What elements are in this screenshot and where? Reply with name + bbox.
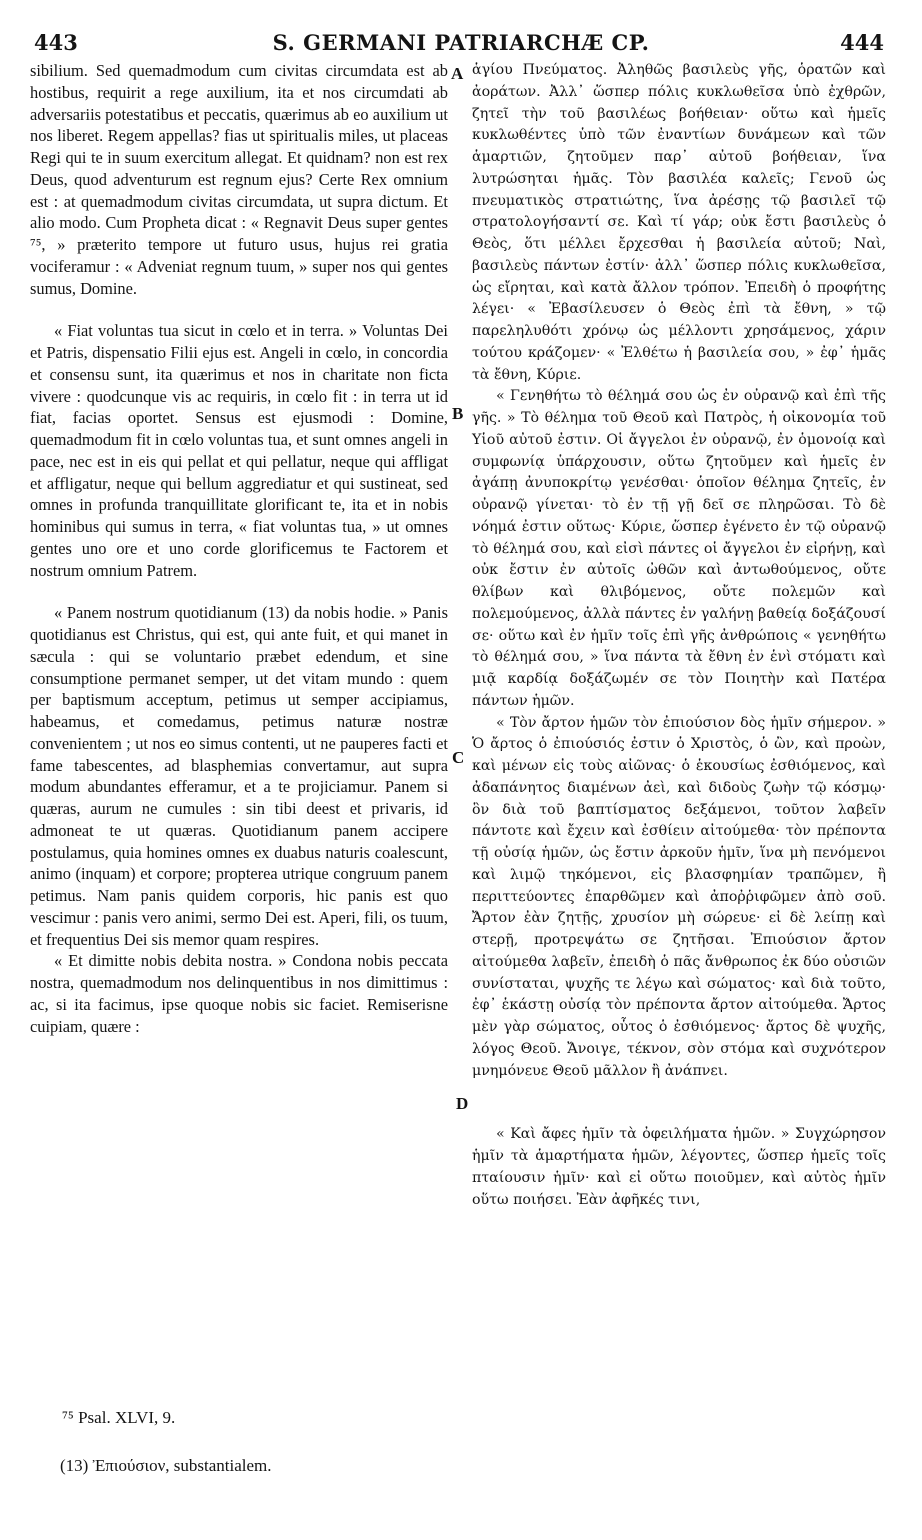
margin-letter-c: C bbox=[452, 748, 465, 767]
greek-paragraph-3: « Τὸν ἄρτον ἡμῶν τὸν ἐπιούσιον δὸς ἡμῖν σήμερον. » Ὁ ἄρτος ὁ ἐπιούσιός ἐστιν ὁ Χριστὸς, ὁ ὢν, καὶ προὼν, καὶ μένων εἰς τοὺς αἰῶνας· ὁ ἑκουσίως ἐσθιόμενος, καὶ ἀδαπάνητος διαμένων ἀεὶ, καὶ διδοὺς ζωὴν τῷ κόσμῳ· ὃν διὰ τοῦ βαπτίσματος δεξάμενοι, τοῦτον λαβεῖν πάντοτε καὶ ἔχειν καὶ ἐσθίειν αἰτούμεθα· τὸν πρέποντα τῇ οὐσίᾳ ἡμῶν, ὡς ἔστιν ἀρκοῦν ἡμῖν, ἵνα μὴ πενόμενοι καὶ λιμῷ τηκόμενοι, εἰς βλασφημίαν τραπῶμεν, ἢ περιττεύοντες ἐπαρθῶμεν καὶ ἀποῤῥιφῶμεν ἀπὸ σοῦ. Ἄρτον ἐὰν ζητῇς, χρυσίον μὴ σώρευε· εἰ δὲ λείπῃ καὶ στερῇ, προτρεψάτω σε ζητῆσαι. Ἐπιούσιον ἄρτον αἰτούμεθα λαβεῖν, ἐπειδὴ ὁ πᾶς ἄνθρωπος ἐκ δύο οὐσιῶν συνίσταται, ψυχῆς τε λέγω καὶ σώματος· καὶ διὰ τοῦτο, ἐφ᾽ ἑκάστῃ οὐσίᾳ τὸν πρέποντα ἄρτον αἰτούμεθα. Ἄρτος μὲν γὰρ σώματος, οὗτος ὁ ἐσθιόμενος· ἄρτος δὲ ψυχῆς, λόγος Θεοῦ. Ἄνοιγε, τέκνον, σὸν στόμα καὶ συχνότερον μνημόνευε Θεοῦ μᾶλλον ἢ ἀνάπνει. bbox=[472, 714, 886, 1079]
latin-paragraph-1: sibilium. Sed quemadmodum cum civitas circumdata est ab hostibus, requirit a rege auxilium, ita et nos circumdati ab adversariis potestatibus et peccatis, quærimus ab eo auxilium ut nos liberet. Regem appellas? fias ut spiritualis miles, ut placeas Regi qui te in suum exercitum allegat. Et quidnam? non est rex Deus, quod adventurum est regnum ejus? Certe Rex omnium est : at quemadmodum civitas circumdata, ut supra dictum. Et alio modo. Cum Propheta dicat : « Regnavit Deus super gentes ⁷⁵, » præterito tempore ut futuro usus, hujus rei gratia vociferamur : « Adveniat regnum tuum, » super nos qui gentes sumus, Domine. bbox=[30, 61, 448, 298]
paragraph-gap bbox=[30, 299, 448, 320]
paragraph-gap bbox=[472, 1082, 886, 1124]
greek-paragraph-4: « Καὶ ἄφες ἡμῖν τὰ ὀφειλήματα ἡμῶν. » Συγχώρησον ἡμῖν τὰ ἁμαρτήματα ἡμῶν, λέγοντες, ὥσπερ ἡμεῖς τοῖς πταίουσιν ἡμῖν· καὶ εἰ οὕτω ποιοῦμεν, καὶ αὐτὸς ἡμῖν οὕτω ποιήσει. Ἐὰν ἀφῆκές τινι, bbox=[472, 1126, 886, 1208]
paragraph-gap bbox=[30, 581, 448, 602]
margin-letter-d: D bbox=[456, 1094, 469, 1113]
running-title: S. GERMANI PATRIARCHÆ CP. bbox=[272, 30, 650, 55]
page-number-right: 444 bbox=[840, 30, 884, 55]
greek-paragraph-1: ἁγίου Πνεύματος. Ἀληθῶς βασιλεὺς γῆς, ὁρατῶν καὶ ἀοράτων. Ἀλλ᾽ ὥσπερ πόλις κυκλωθεῖσα ὑπὸ ἐχθρῶν, ζητεῖ τὴν τοῦ βασιλέως βοήθειαν· οὕτω καὶ ἡμεῖς κυκλωθέντες ὑπὸ τῶν ἐναντίων δυνάμεων καὶ τῶν ἁμαρτιῶν, ζητοῦμεν παρ᾽ αὐτοῦ βοήθειαν, ἵνα λυτρώσηται ἡμᾶς. Τὸν βασιλέα καλεῖς; Γενοῦ ὡς πνευματικὸς στρατιώτης, ἵνα ἀρέσῃς τῷ βασιλεῖ τῷ στρατολογήσαντί σε. Καὶ τί γάρ; οὐκ ἔστι βασιλεὺς ὁ Θεὸς, ὅτι μέλλει ἔρχεσθαι ἡ βασιλεία αὐτοῦ; Ναὶ, βασιλεὺς πάντων ἐστίν· ἀλλ᾽ ὥσπερ πόλις κυκλωθεῖσα, ὡς εἴρηται, καὶ κατὰ ἄλλον τρόπον. Ἐπειδὴ ὁ προφήτης λέγει· « Ἐβασίλευσεν ὁ Θεὸς ἐπὶ τὰ ἔθνη, » τῷ παρεληλυθότι χρόνῳ ὡς μέλλοντι χρησάμενος, χάριν τούτου κράζομεν· « Ἐλθέτω ἡ βασιλεία σου, » ἐφ᾽ ἡμᾶς τὰ ἔθνη, Κύριε. bbox=[472, 62, 886, 383]
margin-letter-b: B bbox=[452, 404, 464, 423]
latin-column bbox=[30, 60, 448, 1037]
latin-paragraph-4: « Et dimitte nobis debita nostra. » Condona nobis peccata nostra, quemadmodum nos delinquentibus in nos dimittimus : ac, si ita facimus, ipse quoque nobis sic faciet. Remiserisne cuipiam, quære : bbox=[30, 951, 448, 1036]
footnote-13: (13) Ἐπιούσιον, substantialem. bbox=[60, 1456, 272, 1475]
latin-paragraph-2: « Fiat voluntas tua sicut in cœlo et in terra. » Voluntas Dei et Patris, dispensatio Filii ejus est. Angeli in cœlo, in concordia et consensu sunt, ita quærimus et nos in charitate non ficta vivere : quodcunque vis ac requiris, in cœlo fit : in terra ut id fiat, facias oportet. Sensus est ejusmodi : Domine, quemadmodum fit in cœlo voluntas tua, et sunt omnes angeli in pace, nec est in eis qui pellat et qui pellatur, neque qui affligat et affligatur, neque qui bellum aggrediatur et qui sustineat, sed omnes in profunda tranquillitate glorificant te, ita et in nobis hominibus qui sumus in terra, « fiat voluntas tua, » ut omnes gentes uno ore et uno corde glorificemus te Factorem et nostrum omnium Patrem. bbox=[30, 321, 448, 580]
greek-paragraph-2: « Γενηθήτω τὸ θέλημά σου ὡς ἐν οὐρανῷ καὶ ἐπὶ τῆς γῆς. » Τὸ θέλημα τοῦ Θεοῦ καὶ Πατρὸς, ἡ οἰκονομία τοῦ Υἱοῦ αὐτοῦ ἐστιν. Οἱ ἄγγελοι ἐν οὐρανῷ, ἐν ὁμονοίᾳ καὶ συμφωνίᾳ ὑπάρχουσιν, οὕτω ζητοῦμεν καὶ ἡμεῖς ἐν ἀγάπῃ ἀνυποκρίτῳ γενέσθαι· ὁποῖον θέλημα ζητεῖς, ἐν οὐρανῷ γίνεται· τὸ ἐν τῇ γῇ δεῖ σε πληρῶσαι. Τὸ δὲ νόημά ἐστιν οὕτως· Κύριε, ὥσπερ ἐγένετο ἐν τῷ οὐρανῷ τὸ θέλημά σου, καὶ εἰσὶ πάντες οἱ ἄγγελοι ἐν εἰρήνῃ, καὶ οὐκ ἔστιν ἐν αὐτοῖς ὠθῶν καὶ ἀντωθούμενος, οὔτε θλίβων καὶ θλιβόμενος, οὔτε πολεμῶν καὶ πολεμούμενος, ἀλλὰ πάντες ἐν γαλήνῃ βαθείᾳ δοξάζουσί σε· οὕτω καὶ ἐν ἡμῖν τοῖς ἐπὶ γῆς ἀνθρώποις « γενηθήτω τὸ θέλημά σου, » ἵνα πάντα τὰ ἔθνη ἐν ἑνὶ στόματι καὶ μιᾷ καρδίᾳ δοξάζωμέν σε τὸν Ποιητὴν καὶ Πατέρα πάντων ἡμῶν. bbox=[472, 388, 886, 709]
page-number-left: 443 bbox=[34, 30, 78, 55]
footnote-75: ⁷⁵ Psal. XLVI, 9. bbox=[62, 1408, 176, 1427]
margin-letter-a: A bbox=[451, 64, 464, 83]
latin-paragraph-3: « Panem nostrum quotidianum (13) da nobis hodie. » Panis quotidianus est Christus, qui est, qui ante fuit, et qui manet in sæcula : qui se voluntario præbet edendum, et sine consumptione permanet semper, ut det vitam mundo : quem per baptismum acceptum, petimus ut semper accipiamus, habeamus, et comedamus, petimus naturæ nostræ convenientem ; ut nos eo simus contenti, ut ne pauperes facti et fame tabescentes, ad blasphemias convertamur, aut supra modum abundantes efferamur, et a te projiciamur. Panem si quæras, aurum ne cumules : sin tibi deest et privaris, id admoneat te ut quæras. Quotidianum panem accipere postulamus, quia homines omnes ex duabus naturis coalescunt, animo (inquam) et corpore; propterea utrique congruum panem petimus. Nam panis quidem corporis, hic panis est quo vescimur : panis vero animi, sermo Dei est. Aperi, fili, os tuum, et frequentius Dei sis memor quam respires. bbox=[30, 603, 448, 949]
greek-column bbox=[472, 60, 886, 1211]
